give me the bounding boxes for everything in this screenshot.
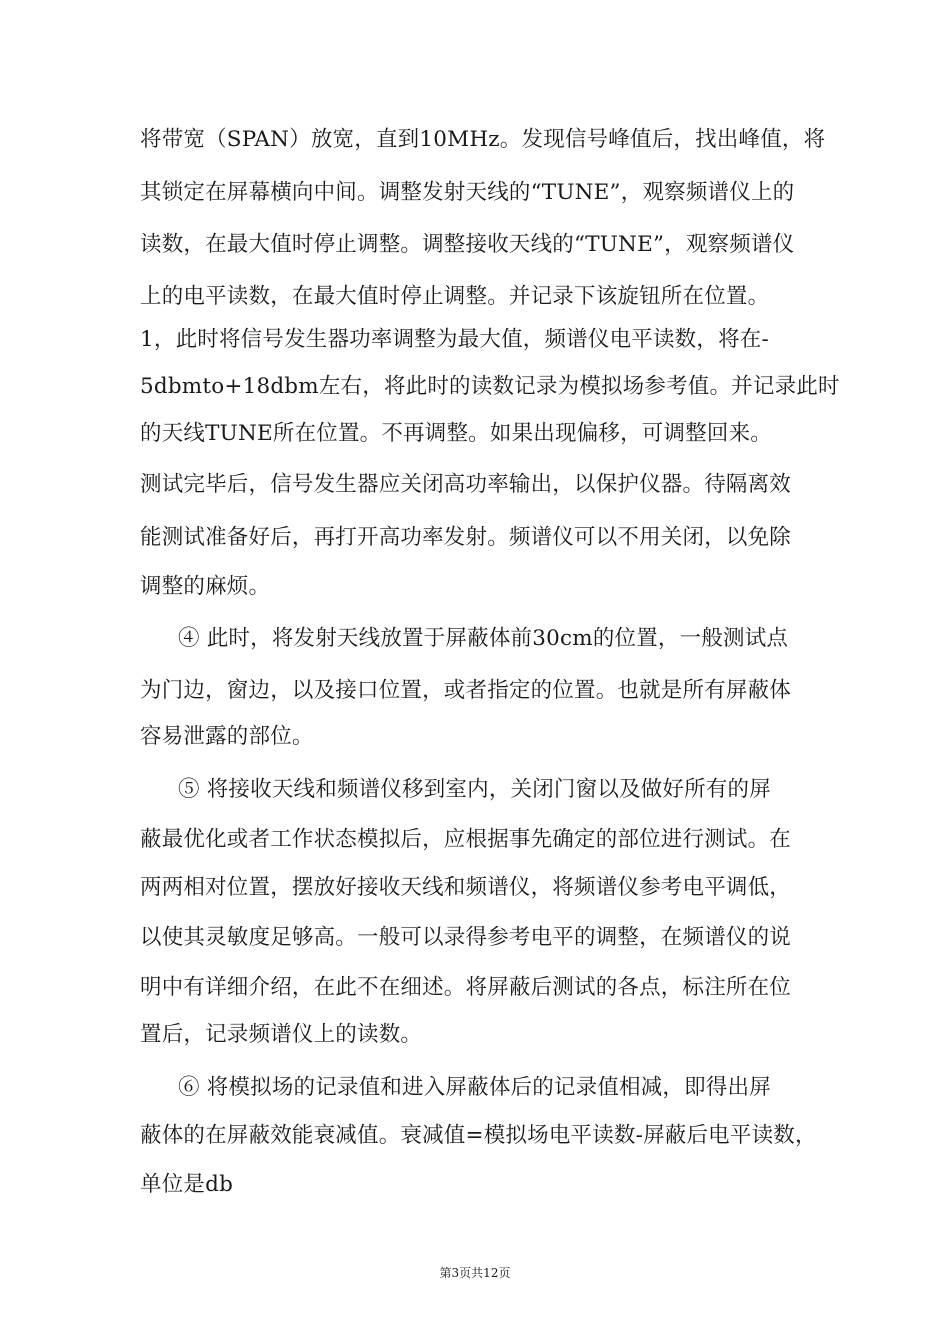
body-text-line: 置后，记录频谱仪上的读数。 [140,1022,423,1047]
paragraph-6-line: ⑥ 将模拟场的记录值和进入屏蔽体后的记录值相减，即得出屏 [178,1075,771,1100]
page-number-footer: 第3页共12页 [439,1266,511,1280]
body-text-line: 的天线TUNE所在位置。不再调整。如果出现偏移，可调整回来。 [140,421,772,446]
body-text-line: 5dbmto+18dbm左右，将此时的读数记录为模拟场参考值。并记录此时 [140,374,840,399]
body-text-line: 将带宽（SPAN）放宽，直到10MHz。发现信号峰值后，找出峰值，将 [140,127,826,152]
body-text-line: 单位是db [140,1172,234,1197]
body-text-line: 调整的麻烦。 [140,574,271,599]
body-text-line: 能测试准备好后，再打开高功率发射。频谱仪可以不用关闭，以免除 [140,525,792,550]
body-text-line: 明中有详细介绍，在此不在细述。将屏蔽后测试的各点，标注所在位 [140,975,792,1000]
paragraph-5-line: ⑤ 将接收天线和频谱仪移到室内，关闭门窗以及做好所有的屏 [178,777,771,802]
body-text-line: 上的电平读数，在最大值时停止调整。并记录下该旋钮所在位置。 [140,284,770,309]
paragraph-4-line: ④ 此时，将发射天线放置于屏蔽体前30cm的位置，一般测试点 [178,626,789,651]
body-text-line: 蔽最优化或者工作状态模拟后，应根据事先确定的部位进行测试。在 [140,827,792,852]
body-text-line: 其锁定在屏幕横向中间。调整发射天线的“TUNE”，观察频谱仪上的 [140,180,795,205]
body-text-line: 读数，在最大值时停止调整。调整接收天线的“TUNE”，观察频谱仪 [140,232,795,257]
body-text-line: 以使其灵敏度足够高。一般可以录得参考电平的调整，在频谱仪的说 [140,925,792,950]
body-text-line: 1，此时将信号发生器功率调整为最大值，频谱仪电平读数，将在- [140,327,769,352]
body-text-line: 两两相对位置，摆放好接收天线和频谱仪，将频谱仪参考电平调低， [140,875,792,900]
body-text-line: 容易泄露的部位。 [140,724,314,749]
body-text-line: 测试完毕后，信号发生器应关闭高功率输出，以保护仪器。待隔离效 [140,472,792,497]
body-text-line: 蔽体的在屏蔽效能衰减值。衰减值=模拟场电平读数-屏蔽后电平读数， [140,1123,817,1148]
body-text-line: 为门边，窗边，以及接口位置，或者指定的位置。也就是所有屏蔽体 [140,678,792,703]
